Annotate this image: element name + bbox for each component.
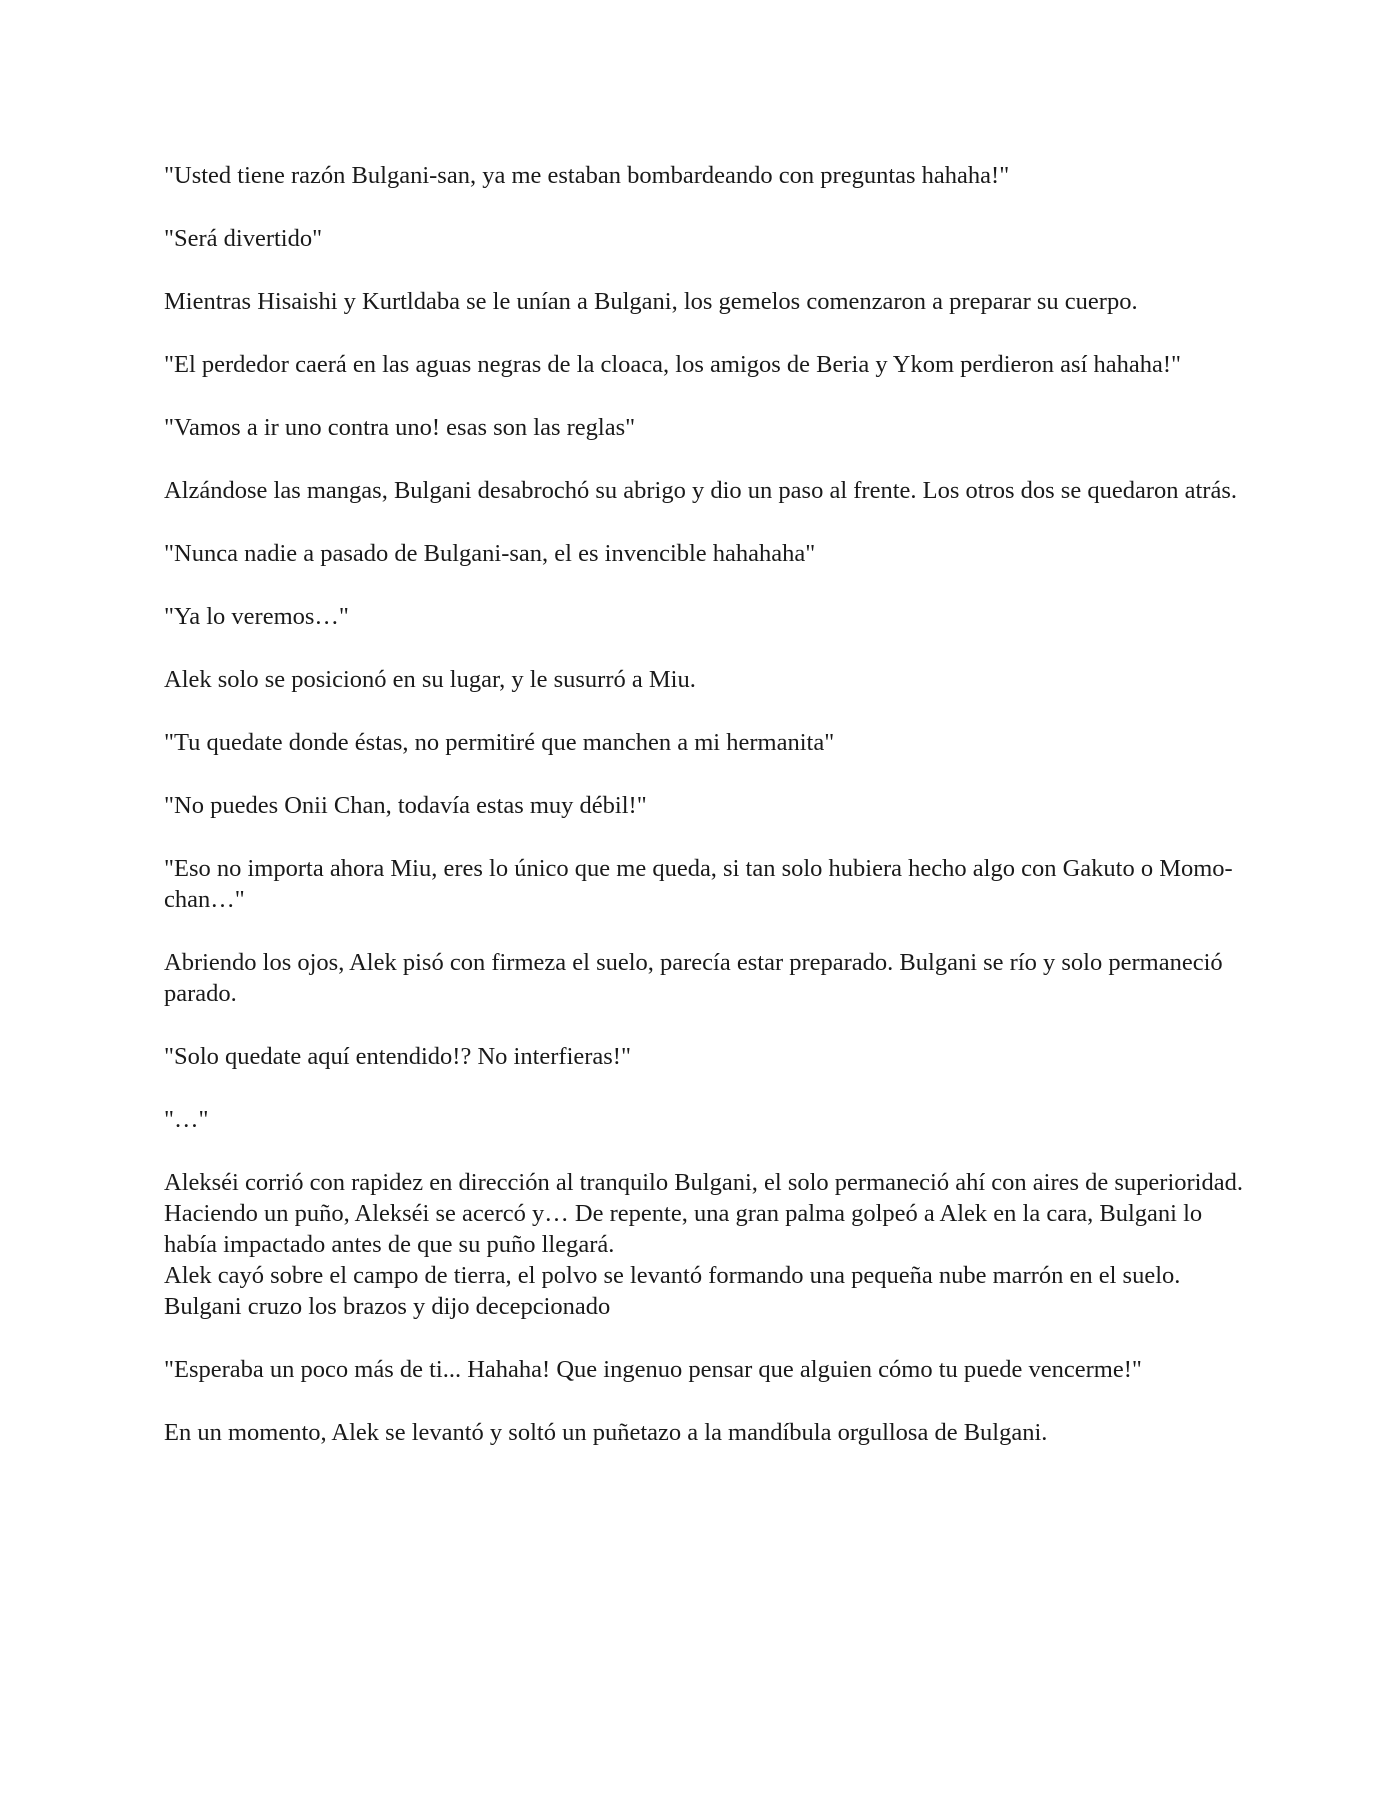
paragraph: "Ya lo veremos…" (164, 603, 349, 630)
paragraph: "Vamos a ir uno contra uno! esas son las reglas" (164, 414, 636, 441)
paragraph: "El perdedor caerá en las aguas negras de la cloaca, los amigos de Beria y Ykom perdieron así hahaha!" (164, 351, 1182, 378)
paragraph: "No puedes Onii Chan, todavía estas muy débil!" (164, 792, 647, 819)
paragraph: Abriendo los ojos, Alek pisó con firmeza el suelo, parecía estar preparado. Bulgani se río y solo permaneció parado. (164, 949, 1223, 1007)
paragraph: Alzándose las mangas, Bulgani desabrochó su abrigo y dio un paso al frente. Los otros dos se quedaron atrás. (164, 477, 1237, 504)
paragraph: "Eso no importa ahora Miu, eres lo único que me queda, si tan solo hubiera hecho algo con Gakuto o Momo-chan…" (164, 855, 1233, 913)
paragraph: Alek solo se posicionó en su lugar, y le susurró a Miu. (164, 666, 696, 693)
paragraph: "Nunca nadie a pasado de Bulgani-san, el es invencible hahahaha" (164, 540, 816, 567)
paragraph: Haciendo un puño, Alekséi se acercó y… De repente, una gran palma golpeó a Alek en la cara, Bulgani lo había impactado antes de que su puño llegará. (164, 1200, 1203, 1258)
paragraph: "Será divertido" (164, 225, 323, 252)
paragraph: Mientras Hisaishi y Kurtldaba se le unían a Bulgani, los gemelos comenzaron a preparar su cuerpo. (164, 288, 1138, 315)
paragraph: Alek cayó sobre el campo de tierra, el polvo se levantó formando una pequeña nube marrón en el suelo. Bulgani cruzo los brazos y dijo decepcionado (164, 1262, 1181, 1320)
paragraph: "…" (164, 1106, 209, 1133)
paragraph: "Tu quedate donde éstas, no permitiré que manchen a mi hermanita" (164, 729, 835, 756)
paragraph: "Solo quedate aquí entendido!? No interfieras!" (164, 1043, 631, 1070)
paragraph: En un momento, Alek se levantó y soltó un puñetazo a la mandíbula orgullosa de Bulgani. (164, 1419, 1048, 1446)
paragraph: "Usted tiene razón Bulgani-san, ya me estaban bombardeando con preguntas hahaha!" (164, 162, 1010, 189)
paragraph: Alekséi corrió con rapidez en dirección al tranquilo Bulgani, el solo permaneció ahí con aires de superioridad. (164, 1169, 1243, 1196)
document-page (164, 160, 1244, 1480)
paragraph: "Esperaba un poco más de ti... Hahaha! Que ingenuo pensar que alguien cómo tu puede vencerme!" (164, 1356, 1142, 1383)
